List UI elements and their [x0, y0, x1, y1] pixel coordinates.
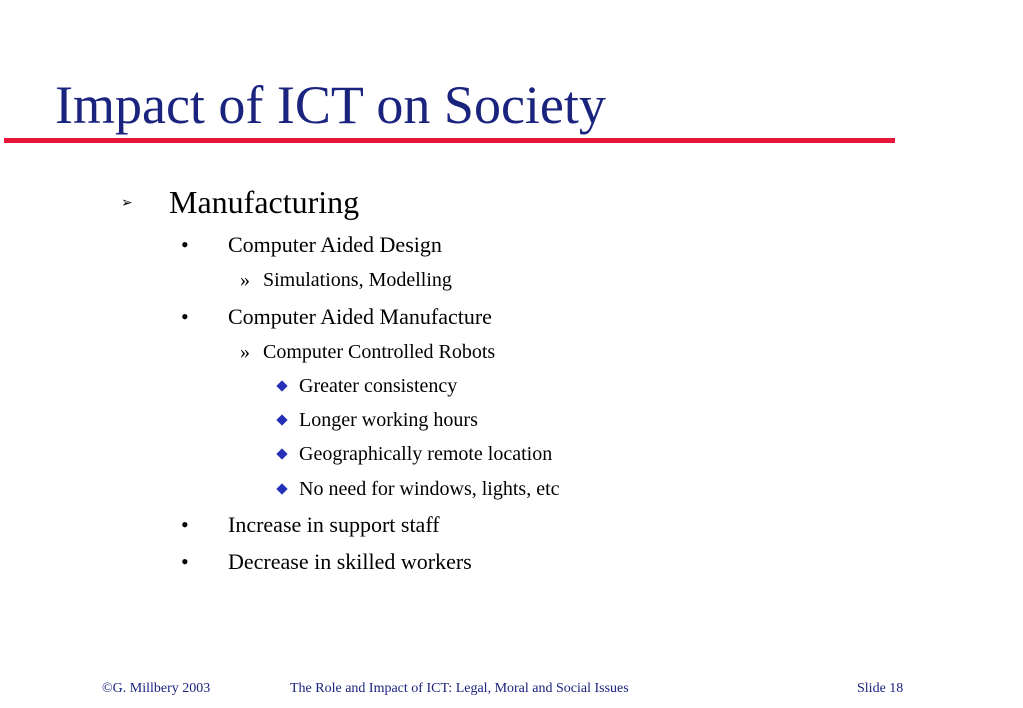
- diamond-bullet-icon: [276, 448, 287, 459]
- dot-bullet-icon: •: [181, 232, 189, 257]
- diamond-bullet-icon: [276, 380, 287, 391]
- bullet-manufacturing: Manufacturing: [169, 184, 360, 220]
- bullet-decrease-in-skilled-workers: Decrease in skilled workers: [228, 549, 472, 574]
- bullet-no-need-for-windows: No need for windows, lights, etc: [299, 478, 560, 500]
- title-underline-rule: [4, 138, 895, 143]
- footer-course-title: The Role and Impact of ICT: Legal, Moral and Social Issues: [290, 681, 629, 696]
- bullet-computer-aided-design: Computer Aided Design: [228, 232, 442, 257]
- footer-copyright: ©G. Millbery 2003: [102, 681, 211, 696]
- dot-bullet-icon: •: [181, 304, 189, 329]
- footer-slide-number: Slide 18: [857, 681, 904, 696]
- bullet-greater-consistency: Greater consistency: [299, 375, 458, 397]
- dot-bullet-icon: •: [181, 549, 189, 574]
- diamond-bullet-icon: [276, 483, 287, 494]
- bullet-increase-in-support-staff: Increase in support staff: [228, 512, 440, 537]
- bullet-computer-controlled-robots: Computer Controlled Robots: [263, 341, 496, 363]
- slide-title: Impact of ICT on Society: [55, 75, 606, 135]
- bullet-geographically-remote-location: Geographically remote location: [299, 443, 553, 465]
- bullet-longer-working-hours: Longer working hours: [299, 409, 478, 431]
- arrow-bullet-icon: ➢: [121, 195, 133, 211]
- raquo-bullet-icon: »: [240, 341, 250, 363]
- bullet-computer-aided-manufacture: Computer Aided Manufacture: [228, 304, 492, 329]
- bullet-simulations-modelling: Simulations, Modelling: [263, 269, 452, 291]
- raquo-bullet-icon: »: [240, 269, 250, 291]
- diamond-bullet-icon: [276, 414, 287, 425]
- dot-bullet-icon: •: [181, 512, 189, 537]
